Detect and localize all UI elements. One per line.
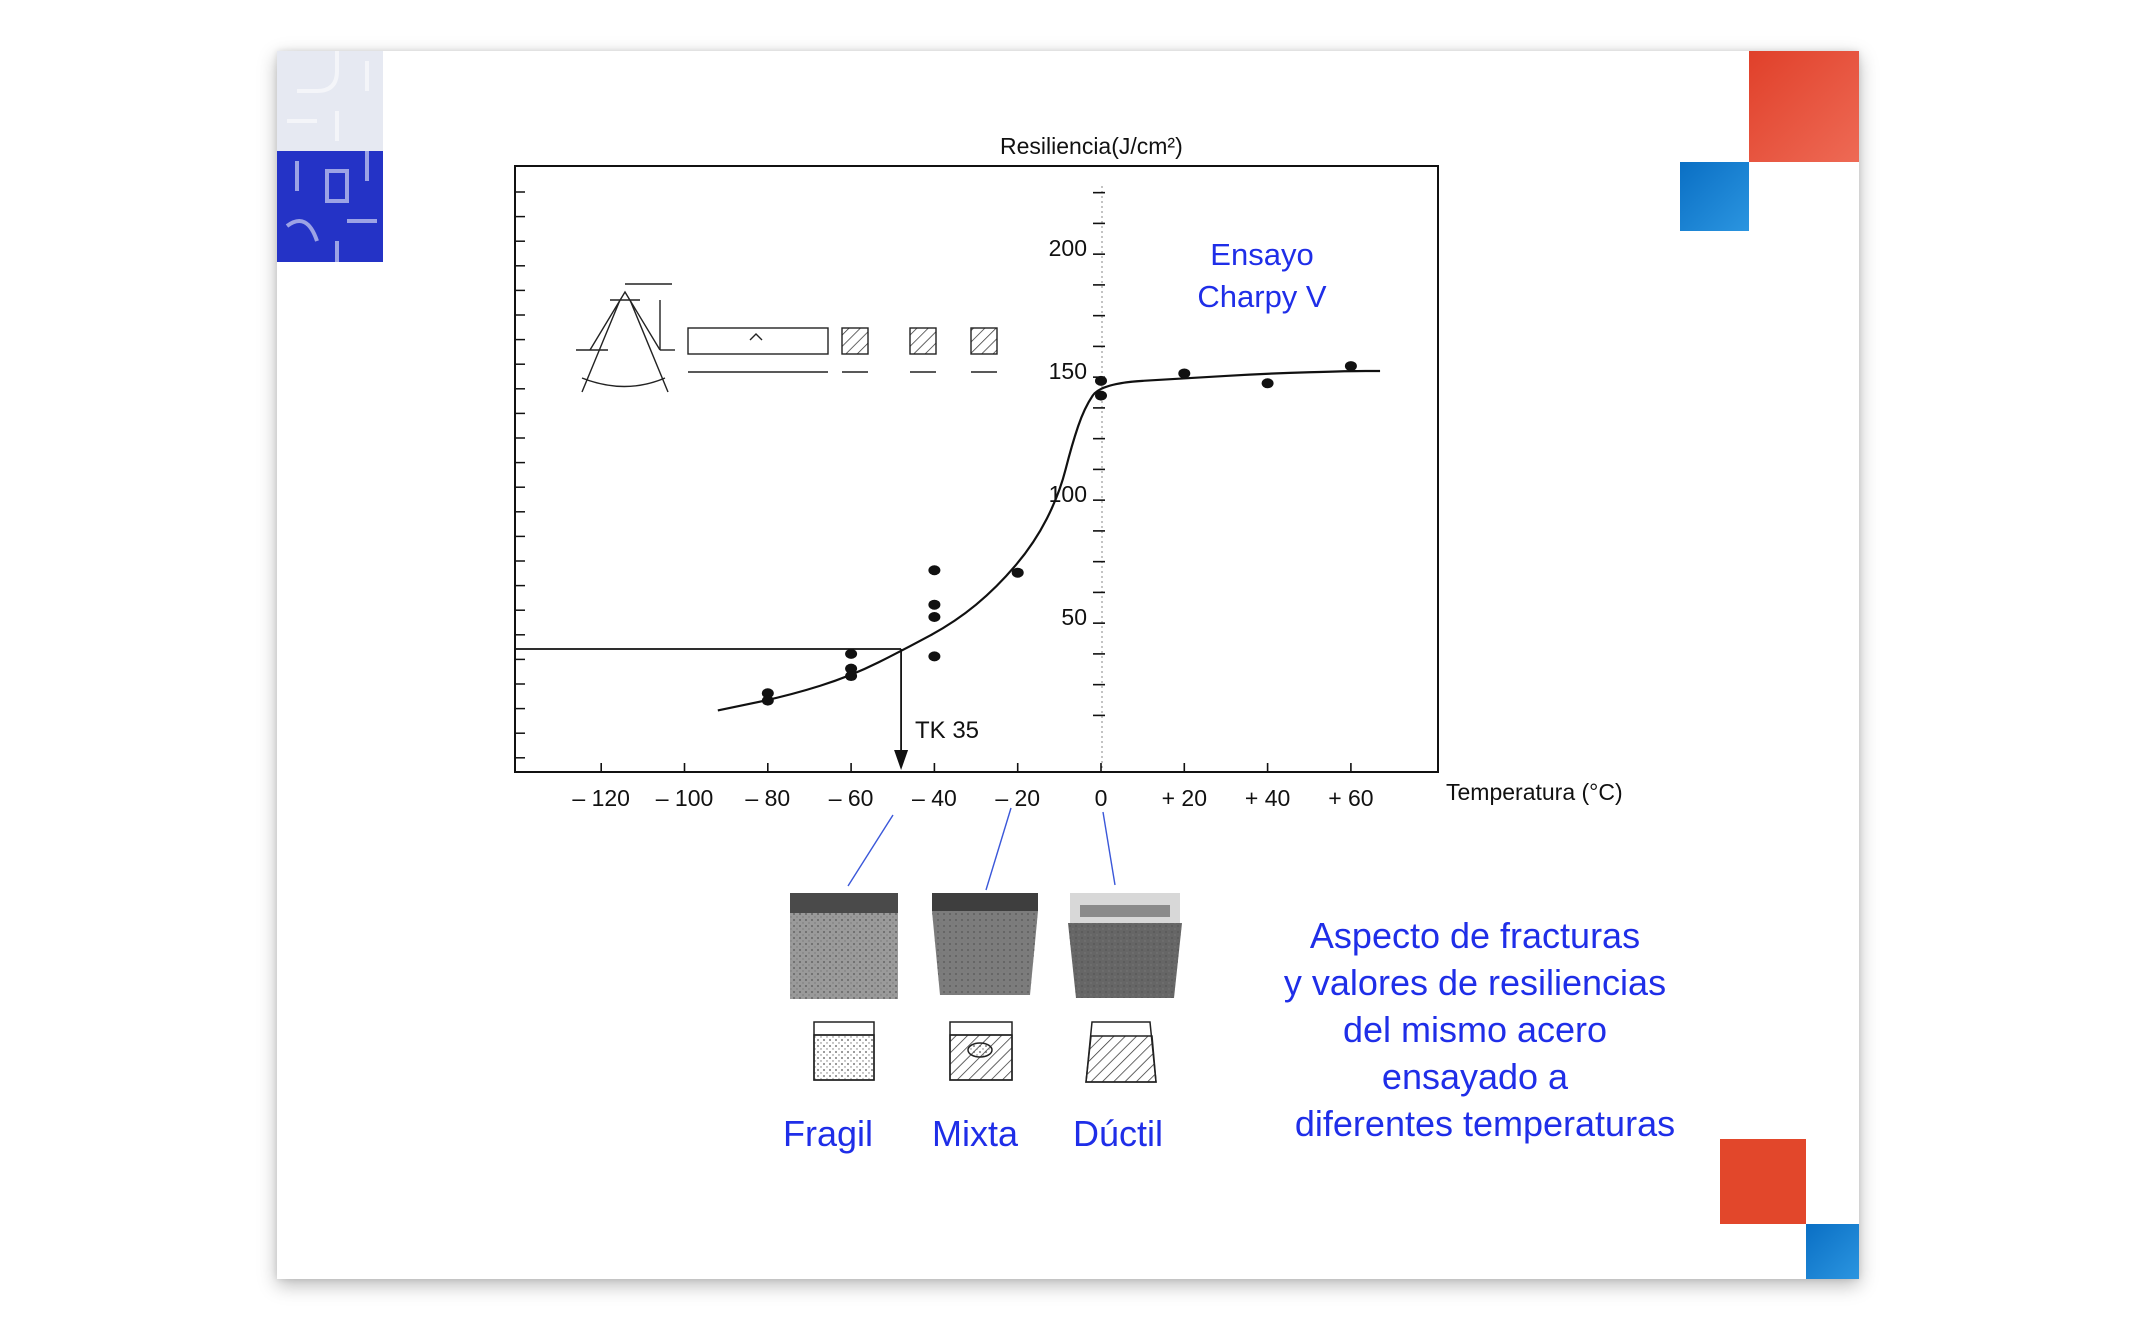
x-tick-label: + 60	[1328, 785, 1374, 811]
tk-arrow-head	[894, 750, 908, 770]
data-point	[1012, 568, 1024, 578]
x-tick-label: – 100	[655, 785, 714, 811]
chart-title-line2: Charpy V	[1197, 279, 1327, 314]
description-line-5: diferentes temperaturas	[1294, 1103, 1676, 1144]
fracture-sketch-fragil	[814, 1022, 874, 1080]
tk-label: TK 35	[915, 717, 980, 744]
fracture-label-fragil: Fragil	[782, 1113, 874, 1154]
x-tick-label: + 40	[1244, 785, 1291, 811]
fracture-photo-fragil	[790, 893, 898, 999]
data-point	[1095, 376, 1107, 386]
fracture-connectors	[848, 808, 1115, 890]
data-point	[928, 612, 940, 622]
x-tick-label: – 60	[828, 785, 874, 811]
data-point	[928, 565, 940, 575]
data-point	[1345, 361, 1357, 371]
description-line-1: Aspecto de fracturas	[1309, 915, 1641, 956]
description-block	[1284, 915, 1675, 1144]
fracture-label-mixta: Mixta	[931, 1113, 1019, 1154]
x-tick-label: – 80	[745, 785, 791, 811]
x-tick-label: + 20	[1161, 785, 1208, 811]
description-line-3: del mismo acero	[1342, 1009, 1608, 1050]
fracture-sketch-ductil	[1086, 1022, 1156, 1082]
description-line-2: y valores de resiliencias	[1283, 962, 1667, 1003]
fracture-sketch-mixta	[950, 1022, 1012, 1080]
data-point	[845, 649, 857, 659]
data-point	[928, 651, 940, 661]
y-axis-label: Resiliencia(J/cm²)	[1000, 133, 1183, 159]
notch-specimen-diagram-icon	[576, 284, 997, 392]
y-tick-label: 50	[1061, 604, 1087, 630]
x-tick-label: 0	[1094, 785, 1108, 811]
data-point	[762, 696, 774, 706]
x-tick-label: – 120	[572, 785, 630, 811]
x-axis-label: Temperatura (°C)	[1446, 779, 1623, 805]
chart-title-line1: Ensayo	[1210, 237, 1314, 272]
data-point	[1262, 378, 1274, 388]
fracture-photo-mixta	[932, 893, 1038, 995]
y-tick-label: 150	[1048, 358, 1087, 384]
description-line-4: ensayado a	[1381, 1056, 1569, 1097]
transition-curve	[718, 371, 1380, 710]
y-tick-label: 100	[1048, 481, 1087, 507]
fracture-photo-ductil	[1068, 893, 1182, 998]
data-point	[1095, 391, 1107, 401]
data-point	[1178, 368, 1190, 378]
data-point	[928, 600, 940, 610]
x-tick-label: – 40	[912, 785, 957, 811]
x-tick-label: – 20	[995, 785, 1041, 811]
y-tick-label: 200	[1048, 235, 1087, 261]
fracture-label-ductil: Dúctil	[1072, 1113, 1164, 1154]
data-point	[845, 671, 857, 681]
